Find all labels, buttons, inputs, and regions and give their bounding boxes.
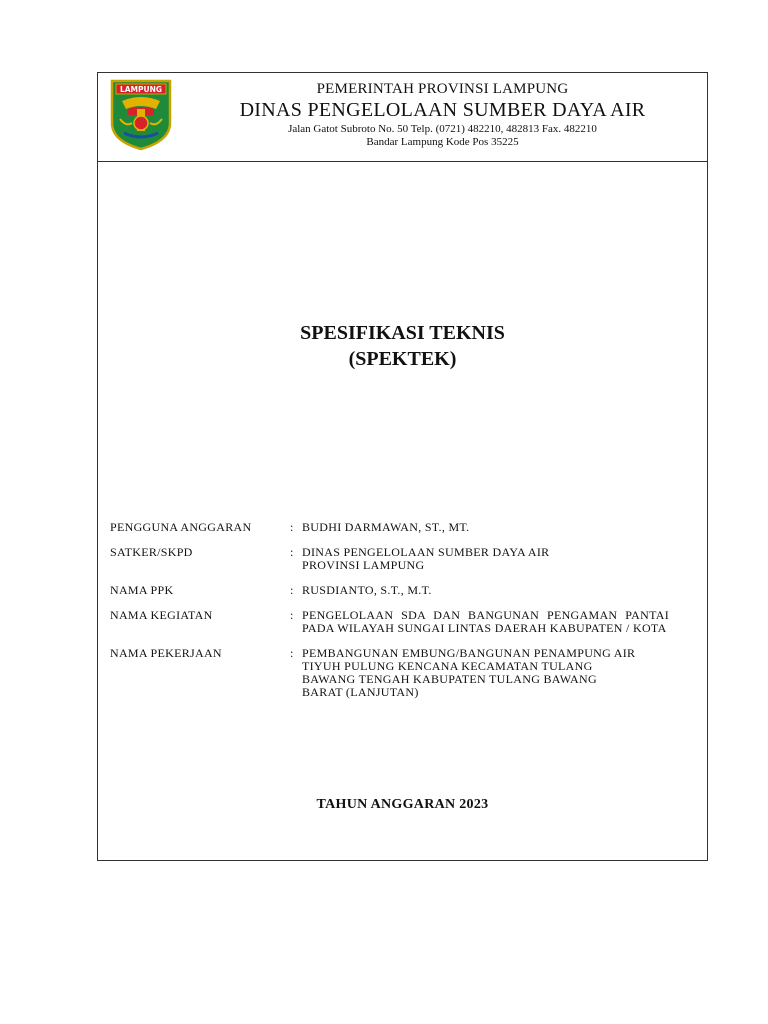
- info-row-pengguna-anggaran: [110, 521, 669, 534]
- info-value: [302, 647, 669, 699]
- title-line-1: SPESIFIKASI TEKNIS: [300, 322, 505, 344]
- info-label: NAMA PEKERJAAN: [110, 646, 222, 660]
- info-label: NAMA KEGIATAN: [110, 608, 213, 622]
- agency-name: DINAS PENGELOLAAN SUMBER DAYA AIR: [239, 99, 646, 121]
- info-value: PENGELOLAAN SDA DAN BANGUNAN PENGAMAN PANTAI PADA WILAYAH SUNGAI LINTAS DAERAH KABUPATEN / KOTA: [302, 608, 669, 635]
- info-separator: :: [290, 583, 294, 597]
- lampung-emblem-icon: [110, 79, 172, 151]
- info-value-line: TIYUH PULUNG KENCANA KECAMATAN TULANG: [302, 659, 593, 673]
- info-separator: :: [290, 646, 294, 660]
- info-separator: :: [290, 545, 294, 559]
- info-separator: :: [290, 520, 294, 534]
- info-value-line: BARAT (LANJUTAN): [302, 685, 419, 699]
- document-frame: [97, 72, 708, 861]
- info-row-nama-pekerjaan: [110, 647, 669, 699]
- info-value: BUDHI DARMAWAN, ST., MT.: [302, 520, 470, 534]
- info-row-nama-kegiatan: [110, 609, 669, 635]
- info-value-line: PEMBANGUNAN EMBUNG/BANGUNAN PENAMPUNG AIR: [302, 646, 636, 660]
- info-value: RUSDIANTO, S.T., M.T.: [302, 583, 432, 597]
- info-table: [110, 521, 669, 711]
- agency-address: Jalan Gatot Subroto No. 50 Telp. (0721) 482210, 482813 Fax. 482210: [288, 123, 597, 135]
- info-label: SATKER/SKPD: [110, 545, 193, 559]
- info-value-line: BAWANG TENGAH KABUPATEN TULANG BAWANG: [302, 672, 597, 686]
- info-row-nama-ppk: [110, 584, 669, 597]
- info-value: [302, 546, 669, 572]
- info-row-satker: [110, 546, 669, 572]
- info-label: PENGGUNA ANGGARAN: [110, 520, 252, 534]
- info-value-line: PROVINSI LAMPUNG: [302, 558, 425, 572]
- info-value-line: DINAS PENGELOLAAN SUMBER DAYA AIR: [302, 545, 550, 559]
- title-line-2: (SPEKTEK): [348, 348, 457, 370]
- info-separator: :: [290, 608, 294, 622]
- government-name: PEMERINTAH PROVINSI LAMPUNG: [316, 81, 569, 97]
- svg-text:LAMPUNG: LAMPUNG: [119, 85, 163, 94]
- fiscal-year: TAHUN ANGGARAN 2023: [316, 797, 489, 812]
- letterhead: [98, 73, 707, 162]
- info-label: NAMA PPK: [110, 583, 174, 597]
- document-title: [98, 320, 707, 372]
- agency-city: Bandar Lampung Kode Pos 35225: [366, 136, 519, 148]
